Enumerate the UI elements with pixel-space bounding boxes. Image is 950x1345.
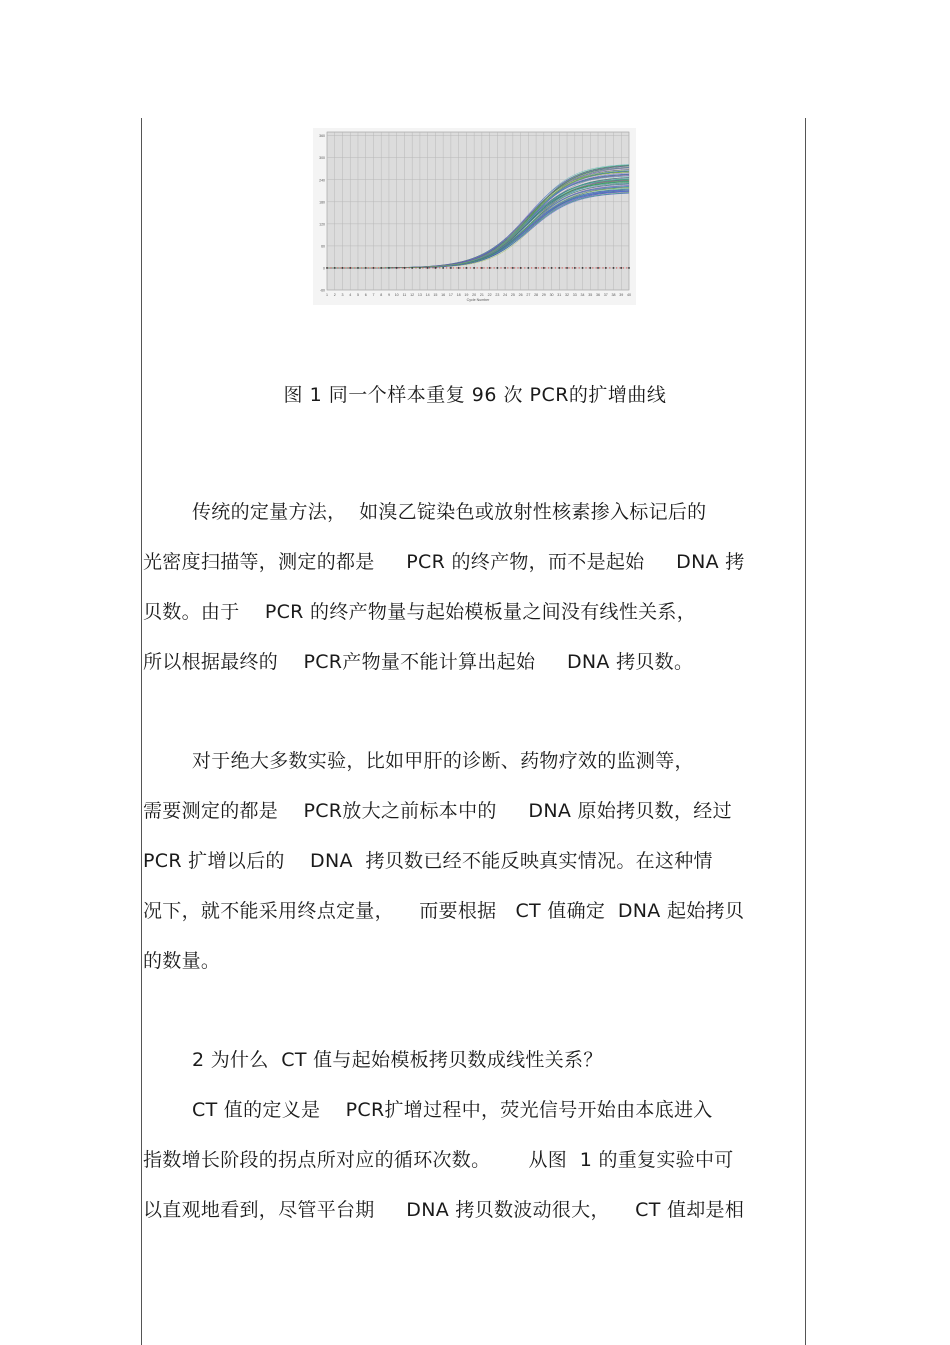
baseline-marker [597,267,599,269]
x-tick-label: 6 [364,293,367,297]
x-tick-label: 27 [526,293,531,297]
x-tick-label: 14 [425,293,430,297]
chart-svg [313,128,636,305]
baseline-marker [326,267,328,269]
x-tick-label: 16 [441,293,446,297]
baseline-marker [349,267,351,269]
baseline-marker [419,267,421,269]
x-tick-label: 36 [596,293,601,297]
text-line: 传统的定量方法， 如溴乙锭染色或放射性核素掺入标记后的 [192,501,707,523]
y-tick-label: 300 [319,156,325,161]
baseline-marker [411,267,413,269]
text-line: 况下，就不能采用终点定量， 而要根据 CT 值确定 DNA 起始拷贝 [143,900,745,922]
text-line: 的数量。 [143,950,221,972]
x-tick-label: 12 [410,293,415,297]
baseline-marker [373,267,375,269]
x-tick-label: 25 [510,293,515,297]
x-axis-label: Cycle Number [466,298,490,302]
pcr-amplification-chart [313,128,636,305]
baseline-marker [458,267,460,269]
text-line: 所以根据最终的 PCR产物量不能计算出起始 DNA 拷贝数。 [143,651,694,673]
baseline-marker [566,267,568,269]
y-tick-label: 180 [319,200,325,205]
text-line: 光密度扫描等，测定的都是 PCR 的终产物，而不是起始 DNA 拷 [143,551,745,573]
x-tick-label: 29 [541,293,546,297]
x-tick-label: 17 [448,293,453,297]
baseline-marker [589,267,591,269]
baseline-marker [473,267,475,269]
baseline-marker [334,267,336,269]
baseline-marker [342,267,344,269]
figure-caption: 图 1 同一个样本重复 96 次 PCR的扩增曲线 [283,384,667,406]
plot-area [327,132,629,290]
x-tick-label: 28 [534,293,539,297]
text-line: 对于绝大多数实验，比如甲肝的诊断、药物疗效的监测等， [192,750,694,772]
y-tick-label: -60 [319,288,325,293]
x-tick-label: 2 [333,293,336,297]
x-tick-label: 4 [349,293,352,297]
x-tick-label: 11 [402,293,407,297]
x-tick-label: 3 [341,293,344,297]
baseline-marker [481,267,483,269]
baseline-marker [520,267,522,269]
x-tick-label: 35 [588,293,593,297]
x-tick-label: 38 [611,293,616,297]
baseline-marker [357,267,359,269]
baseline-marker [512,267,514,269]
baseline-marker [605,267,607,269]
baseline-marker [427,267,429,269]
baseline-marker [582,267,584,269]
x-tick-label: 26 [518,293,523,297]
y-tick-label: 240 [319,178,325,183]
baseline-marker [558,267,560,269]
baseline-marker [496,267,498,269]
x-tick-label: 37 [603,293,608,297]
baseline-marker [404,267,406,269]
x-tick-label: 40 [627,293,631,297]
baseline-marker [388,267,390,269]
x-tick-label: 13 [417,293,422,297]
text-line: CT 值的定义是 PCR扩增过程中，荧光信号开始由本底进入 [192,1099,713,1121]
baseline-marker [574,267,576,269]
x-tick-label: 7 [372,293,375,297]
x-tick-label: 20 [472,293,477,297]
baseline-marker [527,267,529,269]
x-tick-label: 31 [557,293,562,297]
baseline-marker [396,267,398,269]
y-tick-label: 120 [319,222,325,227]
x-tick-label: 39 [619,293,624,297]
baseline-marker [628,267,630,269]
baseline-marker [620,267,622,269]
text-line: PCR 扩增以后的 DNA 拷贝数已经不能反映真实情况。在这种情 [143,850,713,872]
x-tick-label: 8 [380,293,383,297]
x-tick-label: 32 [565,293,570,297]
y-tick-label: 360 [319,134,325,139]
x-tick-label: 10 [394,293,399,297]
y-tick-label: 0 [323,266,325,271]
baseline-marker [504,267,506,269]
x-tick-label: 23 [495,293,500,297]
x-tick-label: 1 [326,293,328,297]
baseline-marker [551,267,553,269]
x-tick-label: 22 [487,293,492,297]
x-tick-label: 24 [503,293,508,297]
x-tick-label: 33 [572,293,577,297]
text-line: 贝数。由于 PCR 的终产物量与起始模板量之间没有线性关系， [143,601,697,623]
baseline-marker [365,267,367,269]
x-tick-label: 34 [580,293,585,297]
baseline-marker [465,267,467,269]
baseline-marker [489,267,491,269]
x-tick-label: 21 [479,293,484,297]
baseline-marker [450,267,452,269]
x-tick-label: 5 [356,293,359,297]
baseline-marker [535,267,537,269]
baseline-marker [435,267,437,269]
baseline-marker [543,267,545,269]
text-line: 指数增长阶段的拐点所对应的循环次数。 从图 1 的重复实验中可 [143,1149,734,1171]
y-tick-label: 60 [321,244,325,249]
text-line: 需要测定的都是 PCR放大之前标本中的 DNA 原始拷贝数，经过 [143,800,732,822]
text-line: 2 为什么 CT 值与起始模板拷贝数成线性关系？ [192,1049,603,1071]
x-tick-label: 15 [433,293,438,297]
x-tick-label: 19 [464,293,469,297]
baseline-marker [442,267,444,269]
baseline-marker [380,267,382,269]
x-tick-label: 30 [549,293,554,297]
text-line: 以直观地看到，尽管平台期 DNA 拷贝数波动很大， CT 值却是相 [143,1199,745,1221]
x-tick-label: 9 [387,293,390,297]
x-tick-label: 18 [456,293,461,297]
baseline-marker [613,267,615,269]
